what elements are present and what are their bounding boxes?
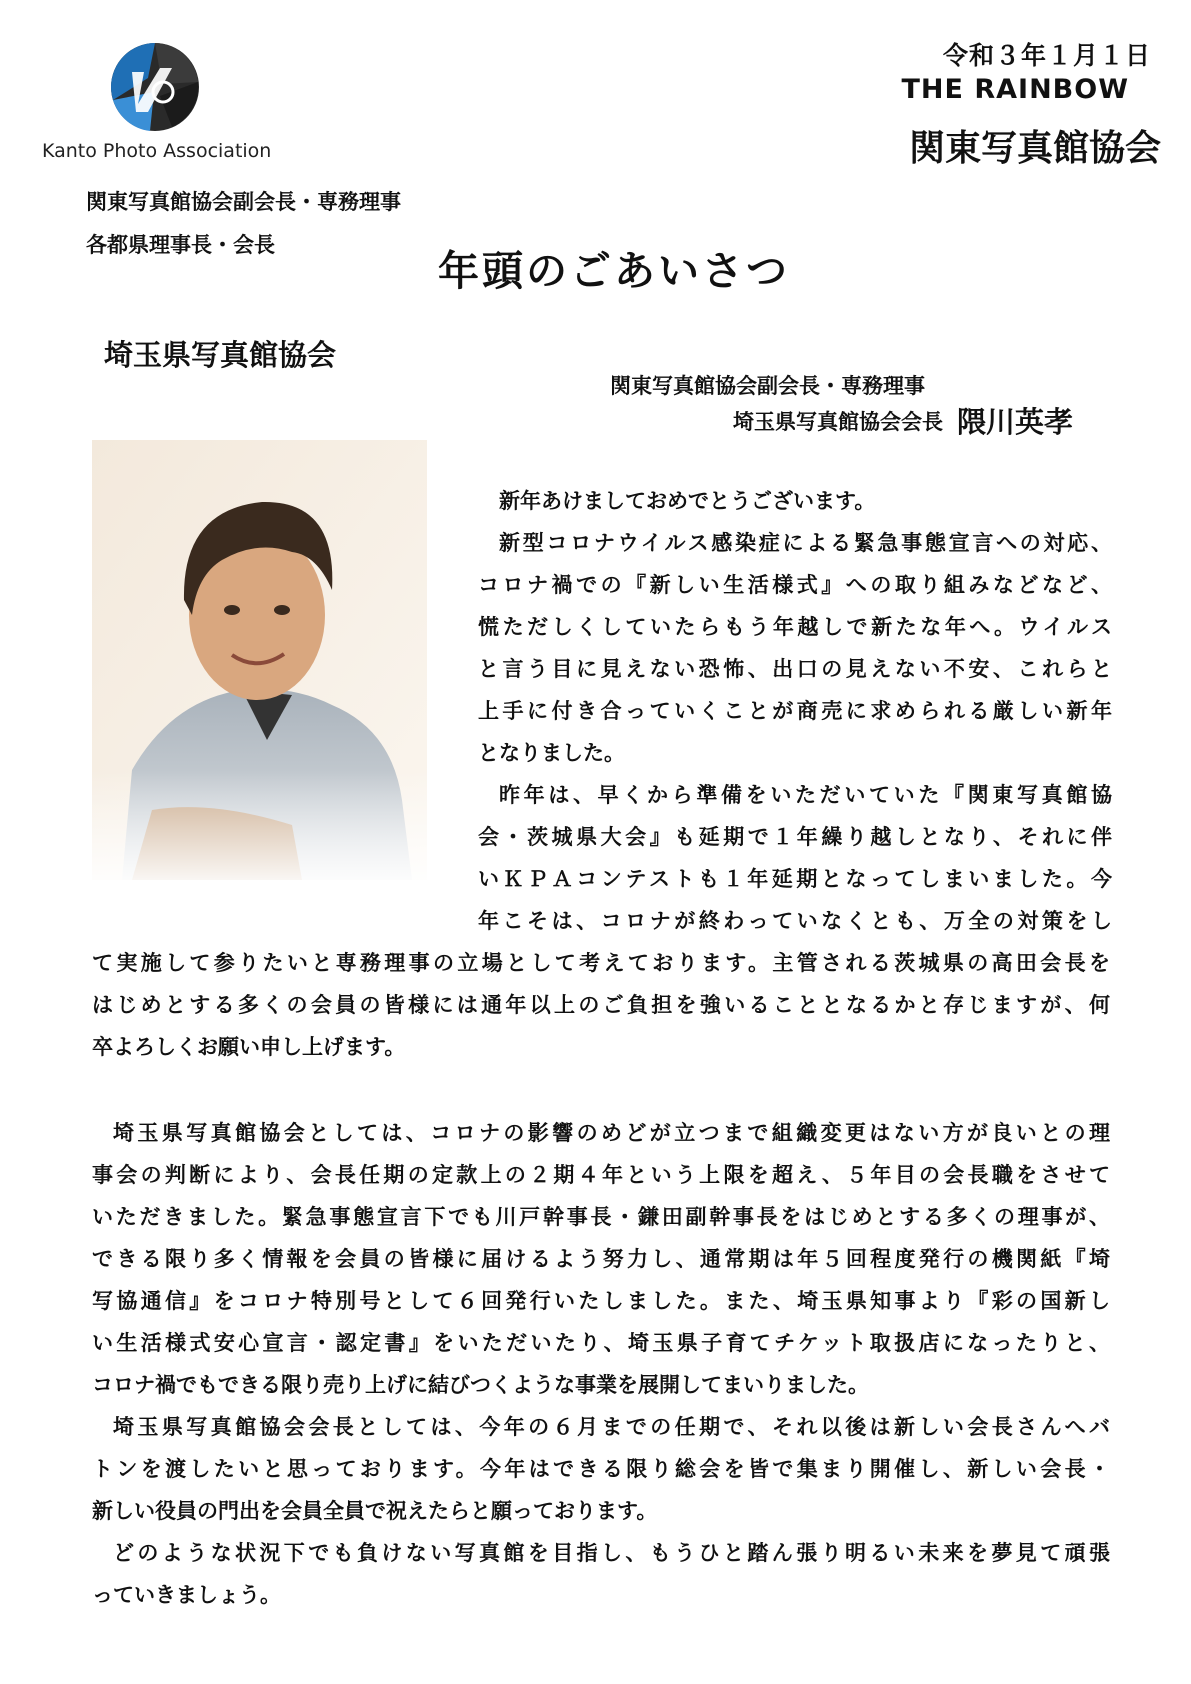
- body-line: て実施して参りたいと専務理事の立場として考えております。主管される茨城県の高田会長を: [92, 950, 1110, 975]
- body-line: どのような状況下でも負けない写真館を目指し、もうひと踏ん張り明るい未来を夢見て頑張: [113, 1540, 1110, 1565]
- organization-name: 関東写真館協会: [908, 127, 1161, 169]
- body-line: トンを渡したいと思っております。今年はできる限り総会を皆で集まり開催し、新しい会長・: [92, 1456, 1110, 1481]
- body-line: 埼玉県写真館協会会長としては、今年の６月までの任期で、それ以後は新しい会長さんへバ: [113, 1414, 1110, 1439]
- page-title: 年頭のごあいさつ: [438, 247, 790, 295]
- logo-caption: Kanto Photo Association: [42, 140, 272, 162]
- association-logo: [110, 42, 200, 132]
- association-heading: 埼玉県写真館協会: [104, 338, 337, 372]
- body-line: 卒よろしくお願い申し上げます。: [92, 1034, 406, 1059]
- portrait-photo-icon: [92, 440, 427, 880]
- body-line: いＫＰＡコンテストも１年延期となってしまいました。今: [478, 866, 1112, 891]
- body-line: 昨年は、早くから準備をいただいていた『関東写真館協: [499, 782, 1112, 807]
- body-line: 上手に付き合っていくことが商売に求められる厳しい新年: [478, 698, 1112, 723]
- addressee-line-2: 各都県理事長・会長: [86, 232, 275, 257]
- body-line: い生活様式安心宣言・認定書』をいただいたり、埼玉県子育てチケット取扱店になったりと、: [92, 1330, 1110, 1355]
- body-line: 新しい役員の門出を会員全員で祝えたらと願っております。: [92, 1498, 658, 1523]
- body-line: 新年あけましておめでとうございます。: [499, 488, 876, 513]
- body-line: はじめとする多くの会員の皆様には通年以上のご負担を強いることとなるかと存じますが、何: [92, 992, 1110, 1017]
- body-line: 埼玉県写真館協会としては、コロナの影響のめどが立つまで組織変更はない方が良いとの理: [113, 1120, 1110, 1145]
- body-line: 年こそは、コロナが終わっていなくとも、万全の対策をし: [478, 908, 1112, 933]
- addressee-line-1: 関東写真館協会副会長・専務理事: [86, 189, 401, 214]
- body-line: 会・茨城県大会』も延期で１年繰り越しとなり、それに伴: [478, 824, 1112, 849]
- body-line: 事会の判断により、会長任期の定款上の２期４年という上限を超え、５年目の会長職をさせて: [92, 1162, 1110, 1187]
- author-line: [733, 400, 1073, 441]
- body-line: いただきました。緊急事態宣言下でも川戸幹事長・鎌田副幹事長をはじめとする多くの理事が、: [92, 1204, 1110, 1229]
- issue-date: 令和３年１月１日: [942, 41, 1151, 70]
- publication-name: THE RAINBOW: [901, 74, 1129, 105]
- author-role: 関東写真館協会副会長・専務理事: [610, 373, 925, 398]
- body-line: 新型コロナウイルス感染症による緊急事態宣言への対応、: [499, 530, 1112, 555]
- author-position: 埼玉県写真館協会会長: [732, 409, 943, 434]
- body-line: コロナ禍でもできる限り売り上げに結びつくような事業を展開してまいりました。: [92, 1372, 869, 1397]
- body-line: となりました。: [478, 740, 625, 765]
- author-name: 隈川英孝: [956, 405, 1073, 439]
- aperture-logo-icon: [110, 42, 200, 132]
- author-portrait: [92, 440, 427, 880]
- body-line: 写協通信』をコロナ特別号として６回発行いたしました。また、埼玉県知事より『彩の国新し: [92, 1288, 1110, 1313]
- body-line: と言う目に見えない恐怖、出口の見えない不安、これらと: [478, 656, 1112, 681]
- body-line: できる限り多く情報を会員の皆様に届けるよう努力し、通常期は年５回程度発行の機関紙『埼: [92, 1246, 1110, 1271]
- body-line: コロナ禍での『新しい生活様式』への取り組みなどなど、: [478, 572, 1112, 597]
- body-line: 慌ただしくしていたらもう年越しで新たな年へ。ウイルス: [478, 614, 1112, 639]
- body-line: っていきましょう。: [92, 1582, 281, 1607]
